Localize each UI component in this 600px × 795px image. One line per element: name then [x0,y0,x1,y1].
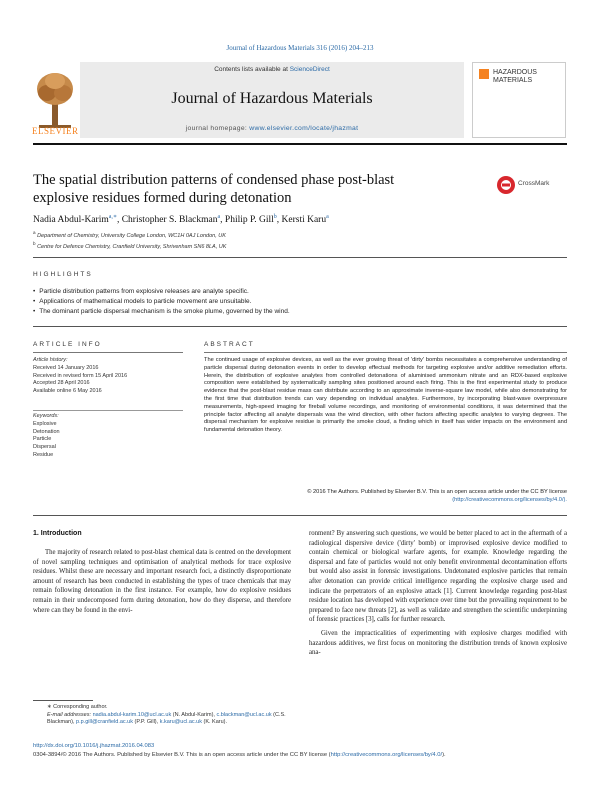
abstract-heading: ABSTRACT [204,341,255,348]
publisher-name: ELSEVIER [32,126,79,136]
author-affil[interactable]: b [273,214,277,220]
email-link[interactable]: k.karu@ucl.ac.uk [159,719,202,725]
affiliation-text: Centre for Defence Chemistry, Cranfield University, Shrivenham SN6 8LA, UK [37,243,227,250]
author-sep: , [276,215,282,226]
author-name[interactable]: Kersti Karu [281,215,327,226]
history-item: Accepted 28 April 2016 [33,380,90,387]
email-owner: (N. Abdul-Karim), [171,711,215,718]
email-link[interactable]: nadia.abdul-karim.10@ucl.ac.uk [92,711,172,718]
intro-paragraph: ronment? By answering such questions, we would be better placed to act in the aftermath of a radiological dispersive device ('dirty' bomb) or improvised explosive device modified to contain chemical or biological warfare agents, for example. Knowledge regarding the dispersal and fate of particles would not only benefit environmental decontamination efforts but would also assist in forensic investigations. Undetonated explosive particles that remain after detonation can provide critical intelligence regarding the explosive charge used and indicate the perpetrators of an explosive attack [1]. Current knowledge regarding post-blast residue location has developed with experience over time but the prevailing requirement to be prepared to face new threats [2], as well as validate and strengthen the scientific underpinning of forensic practices [3], calls for further research. [309,530,567,624]
journal-title: Journal of Hazardous Materials [171,90,373,107]
intro-column-right [309,529,567,658]
abstract-rule [204,352,567,353]
issn-text: 0304-3894/© 2016 The Authors. Published by Elsevier B.V. This is an open access article under the CC BY license ( [33,752,331,758]
author-affil[interactable]: a [217,214,221,220]
intro-paragraph: The majority of research related to post-blast chemical data is centred on the development of novel sampling techniques and optimisation of analytical methods for trace explosive residues. Whilst these are necessary and important research foci, a distinctly disproportionate amount of research has been conducted in establishing the types of trace chemicals that may remain following detonation in the first instance. For example, how do explosive residues remain in their undecomposed form during detonation, how do they disperse, and therefore where can they be found in the envi- [33,549,291,614]
highlight-item: • The dominant particle dispersal mechanism is the smoke plume, governed by the wind. [33,307,290,317]
section-rule [33,257,567,258]
contents-prefix: Contents lists available at [214,66,290,73]
affiliations [33,229,226,251]
article-history [33,357,127,396]
keyword-item: Particle [33,436,52,443]
journal-homepage [80,125,464,132]
history-item: Received 14 January 2016 [33,364,99,371]
email-label: E-mail addresses: [47,711,92,718]
article-info-rule [33,352,183,353]
author-name[interactable]: Christopher S. Blackman [121,215,218,226]
crossmark-label: CrossMark [518,180,550,187]
history-item: Available online 6 May 2016 [33,388,102,395]
keywords-label: Keywords: [33,413,59,419]
journal-cover-icon [472,62,566,138]
cover-title: HAZARDOUS MATERIALS [493,69,537,84]
affiliation-key: a [33,230,36,235]
footnote-rule [33,700,93,701]
article-info-divider [33,410,183,411]
doi-link[interactable]: http://dx.doi.org/10.1016/j.jhazmat.2016.04.083 [33,743,155,749]
highlights-list [33,287,290,317]
affiliation-key: b [33,240,36,246]
history-item: Received in revised form 15 April 2016 [33,372,128,379]
keyword-item: Residue [33,451,54,458]
crossmark-badge[interactable] [496,175,568,195]
keywords [33,413,60,460]
author-sep: , [220,215,225,226]
author-sep: , [116,215,122,226]
intro-heading: 1. Introduction [33,530,82,537]
keyword-item: Detonation [33,428,60,435]
abstract-copyright [204,489,567,505]
article-info-heading: ARTICLE INFO [33,341,102,348]
homepage-label: journal homepage: [185,125,250,132]
author-affil[interactable]: a,∗ [108,214,117,220]
footnote [33,704,291,727]
copyright-text: © 2016 The Authors. Published by Elsevier B.V. This is an open access article under the CC BY license [307,489,567,495]
email-owner: (P.P. Gill), [133,719,159,725]
intro-paragraph: Given the impracticalities of experimenting with explosive charges modified with hazardous additives, we first focus on monitoring the distribution trends of known explosive ana- [309,629,567,657]
intro-column-left [33,548,291,615]
homepage-link[interactable]: www.elsevier.com/locate/jhazmat [249,125,359,132]
keyword-item: Explosive [33,420,57,427]
issn-license-line [33,752,567,758]
highlight-item: • Particle distribution patterns from explosive releases are analyte specific. [33,287,290,297]
email-owner: (C.S. Blackman), [47,711,286,725]
issn-end: ). [442,752,446,758]
section-rule [33,515,567,516]
footer-license-link[interactable]: http://creativecommons.org/licenses/by/4.0/ [330,752,443,758]
affiliation-line [33,229,226,240]
keyword-item: Dispersal [33,444,56,451]
author-name[interactable]: Philip P. Gill [224,215,274,226]
email-link[interactable]: p.p.gill@cranfield.ac.uk [76,719,133,725]
corresponding-author: ∗ Corresponding author. [47,704,108,710]
highlight-item: • Applications of mathematical models to particle movement are unsuitable. [33,297,290,307]
author-affil[interactable]: a [326,214,329,220]
author-name[interactable]: Nadia Abdul-Karim [33,215,109,226]
email-block [33,712,291,727]
highlights-heading: HIGHLIGHTS [33,271,93,278]
journal-reference[interactable]: Journal of Hazardous Materials 316 (2016) 204–213 [226,44,374,52]
author-list [33,213,329,225]
crossmark-icon [496,175,516,195]
history-label: Article history: [33,357,68,363]
cover-mark-icon [479,69,489,79]
article-title: The spatial distribution patterns of condensed phase post-blast explosive residues formed during detonation [33,172,395,206]
header-rule [33,143,567,145]
email-link[interactable]: c.blackman@ucl.ac.uk [216,711,272,718]
affiliation-line [33,240,226,251]
elsevier-tree-icon [33,62,77,136]
contents-line [80,66,464,73]
email-owner: (K. Karu). [201,719,228,725]
affiliation-text: Department of Chemistry, University College London, WC1H 0AJ London, UK [37,232,226,239]
section-rule [33,326,567,327]
abstract-text: The continued usage of explosive devices, as well as the ever growing threat of 'dirty' bombs necessitates a comprehensive understanding of particle dispersal during detonation events in order to develop effectual methods for targeting explosive and/or additive remediation efforts. Herein, the distribution of explosive analytes from controlled detonations of aluminised ammonium nitrate and an RDX-based explosive composition were established by systematically sampling sites positioned around each firing. This is the first experimental study to produce evidence that the post-blast residue mass can distribute according to an approximate inverse-square law model, while also demonstrating for the first time that distribution trends can vary depending on individual analytes. Furthermore, by incorporating blast-wave overpressure measurements, high-speed imaging for fireball volume recordings, and monitoring of environmental conditions, it was determined that the principle factor affecting all analyte dispersals was the wind direction, with other factors affecting specific analytes to varying degrees. The dispersal mechanism for explosive residue is primarily the smoke cloud, a finding which in itself has wider impacts on the environment and fundamental detonation theory. [204,357,567,434]
license-link[interactable]: (http://creativecommons.org/licenses/by/4.0/). [452,496,567,503]
sciencedirect-link[interactable]: ScienceDirect [289,66,330,73]
